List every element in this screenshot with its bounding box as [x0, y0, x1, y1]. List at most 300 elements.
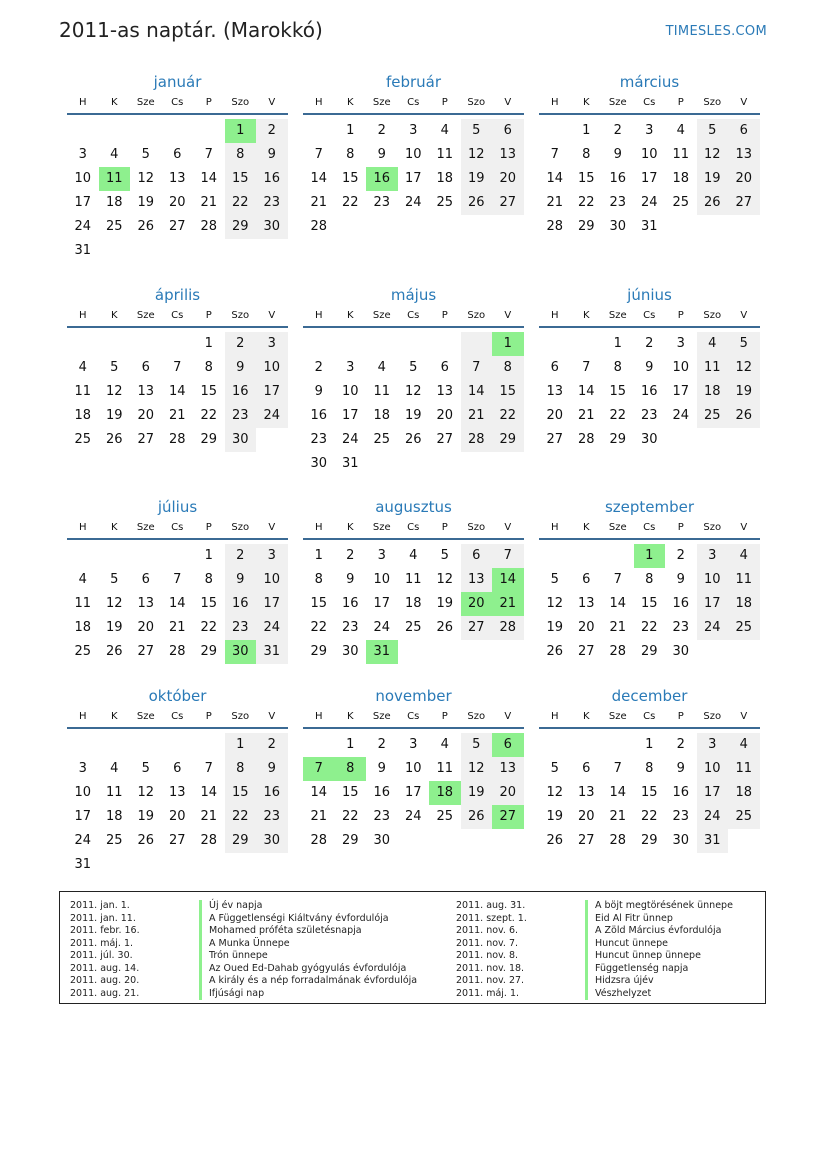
holiday-day: 1	[225, 119, 257, 143]
calendar-day: 18	[672, 171, 690, 186]
calendar-day: 3	[346, 360, 355, 375]
weekday-label: V	[504, 522, 512, 533]
calendar-day: 30	[373, 833, 391, 848]
calendar-day: 10	[256, 356, 288, 380]
weekday-header	[303, 707, 524, 729]
holiday-day: 7	[303, 757, 335, 781]
calendar-day: 1	[204, 336, 213, 351]
calendar-day: 5	[461, 733, 493, 757]
weekday-label: H	[78, 711, 87, 722]
calendar-day: 19	[461, 167, 493, 191]
calendar-day: 23	[373, 809, 391, 824]
weekday-label: Sze	[608, 310, 627, 321]
calendar-day: 12	[728, 356, 760, 380]
legend-holiday-name: Vészhelyzet	[585, 988, 651, 1001]
legend-date: 2011. júl. 30.	[70, 950, 133, 961]
weekday-label: Cs	[643, 711, 656, 722]
weekday-label: Cs	[407, 310, 420, 321]
calendar-day: 11	[436, 147, 454, 162]
calendar-day: 23	[341, 620, 359, 635]
calendar-day: 23	[256, 191, 288, 215]
holiday-day: 1	[492, 332, 524, 356]
calendar-day: 15	[200, 384, 218, 399]
calendar-day: 26	[461, 805, 493, 829]
calendar-day: 15	[341, 785, 359, 800]
calendar-day: 16	[672, 596, 690, 611]
weekday-label: Cs	[407, 522, 420, 533]
calendar-day: 19	[546, 620, 564, 635]
calendar-day: 16	[225, 380, 257, 404]
calendar-day: 13	[436, 384, 454, 399]
calendar-day: 1	[204, 548, 213, 563]
calendar-day: 12	[137, 785, 155, 800]
calendar-day: 22	[341, 809, 359, 824]
calendar-day: 18	[105, 809, 123, 824]
weekday-label: Szo	[703, 310, 722, 321]
calendar-day: 17	[256, 380, 288, 404]
calendar-day: 25	[728, 616, 760, 640]
calendar-day: 26	[728, 404, 760, 428]
legend-date: 2011. febr. 16.	[70, 925, 140, 936]
calendar-day: 28	[546, 219, 564, 234]
calendar-day: 27	[168, 219, 186, 234]
calendar-day: 12	[461, 757, 493, 781]
calendar-day: 24	[697, 805, 729, 829]
calendar-day: 19	[697, 167, 729, 191]
weekday-label: Szo	[467, 310, 486, 321]
calendar-day: 17	[697, 781, 729, 805]
calendar-day: 23	[310, 432, 328, 447]
calendar-day: 9	[314, 384, 323, 399]
calendar-day: 21	[200, 195, 218, 210]
calendar-day: 26	[461, 191, 493, 215]
calendar-day: 6	[173, 761, 182, 776]
weekday-header	[67, 707, 288, 729]
weekday-label: Sze	[608, 97, 627, 108]
weekday-label: Sze	[608, 711, 627, 722]
weekday-label: Szo	[467, 711, 486, 722]
calendar-day: 27	[168, 833, 186, 848]
calendar-day: 22	[310, 620, 328, 635]
weekday-header	[539, 93, 760, 115]
weekday-label: Szo	[231, 711, 250, 722]
calendar-day: 21	[168, 620, 186, 635]
calendar-day: 20	[577, 809, 595, 824]
calendar-day: 13	[577, 785, 595, 800]
calendar-day: 29	[640, 833, 658, 848]
holiday-day: 16	[366, 167, 398, 191]
calendar-day: 22	[200, 408, 218, 423]
calendar-day: 26	[546, 644, 564, 659]
calendar-day: 2	[613, 123, 622, 138]
calendar-day: 29	[341, 833, 359, 848]
calendar-day: 30	[310, 456, 328, 471]
calendar-day: 7	[492, 544, 524, 568]
legend-date: 2011. jan. 1.	[70, 900, 130, 911]
calendar-day: 9	[676, 572, 685, 587]
legend-holiday-name: A Zöld Március évfordulója	[585, 925, 721, 938]
calendar-day: 4	[78, 360, 87, 375]
calendar-day: 3	[697, 733, 729, 757]
legend-holiday-name: Mohamed próféta születésnapja	[199, 925, 362, 938]
weekday-label: P	[677, 711, 684, 722]
calendar-day: 30	[672, 644, 690, 659]
calendar-day: 20	[492, 781, 524, 805]
calendar-day: 27	[137, 432, 155, 447]
weekday-label: V	[268, 310, 276, 321]
holiday-day: 8	[335, 757, 367, 781]
calendar-day: 18	[105, 195, 123, 210]
calendar-day: 11	[728, 757, 760, 781]
calendar-day: 2	[676, 548, 685, 563]
calendar-day: 19	[137, 195, 155, 210]
calendar-day: 8	[225, 757, 257, 781]
calendar-day: 8	[204, 360, 213, 375]
weekday-label: V	[268, 522, 276, 533]
weekday-label: P	[205, 522, 212, 533]
calendar-day: 20	[168, 195, 186, 210]
calendar-day: 16	[640, 384, 658, 399]
weekday-label: K	[346, 522, 354, 533]
calendar-day: 11	[728, 568, 760, 592]
calendar-day: 6	[141, 572, 150, 587]
calendar-day: 12	[137, 171, 155, 186]
calendar-day: 20	[546, 408, 564, 423]
calendar-day: 9	[676, 761, 685, 776]
calendar-day: 10	[697, 757, 729, 781]
calendar-day: 27	[492, 191, 524, 215]
calendar-day: 2	[676, 737, 685, 752]
calendar-day: 24	[404, 195, 422, 210]
holiday-day: 27	[492, 805, 524, 829]
calendar-day: 1	[225, 733, 257, 757]
month-title: június	[627, 286, 672, 304]
weekday-label: H	[314, 711, 323, 722]
weekday-label: Szo	[231, 522, 250, 533]
calendar-day: 7	[204, 761, 213, 776]
calendar-day: 26	[697, 191, 729, 215]
weekday-label: K	[110, 522, 118, 533]
calendar-day: 17	[341, 408, 359, 423]
calendar-day: 2	[256, 119, 288, 143]
weekday-header	[539, 306, 760, 328]
calendar-day: 17	[404, 785, 422, 800]
calendar-day: 9	[645, 360, 654, 375]
month-november	[303, 685, 524, 848]
legend-holiday-name: A király és a nép forradalmának évfordulója	[199, 975, 417, 988]
weekday-label: H	[78, 522, 87, 533]
calendar-day: 23	[225, 404, 257, 428]
calendar-day: 24	[373, 620, 391, 635]
calendar-day: 30	[225, 428, 257, 452]
month-title: április	[154, 286, 201, 304]
calendar-day: 4	[728, 733, 760, 757]
calendar-day: 2	[256, 733, 288, 757]
weekday-label: P	[205, 310, 212, 321]
holiday-day: 21	[492, 592, 524, 616]
month-január	[67, 71, 288, 258]
weekday-label: Cs	[407, 711, 420, 722]
calendar-day: 20	[436, 408, 454, 423]
legend-holiday-name: Az Oued Ed-Dahab gyógyulás évfordulója	[199, 963, 406, 976]
calendar-day: 28	[310, 219, 328, 234]
calendar-day: 7	[461, 356, 493, 380]
calendar-day: 3	[697, 544, 729, 568]
calendar-day: 14	[310, 171, 328, 186]
brand-link[interactable]: TIMESLES.COM	[665, 24, 767, 39]
weekday-label: H	[550, 310, 559, 321]
calendar-day: 19	[404, 408, 422, 423]
calendar-day: 4	[728, 544, 760, 568]
calendar-day: 3	[256, 544, 288, 568]
weekday-label: H	[78, 310, 87, 321]
legend-date: 2011. aug. 14.	[70, 962, 140, 974]
calendar-day: 6	[582, 761, 591, 776]
calendar-day: 1	[314, 548, 323, 563]
weekday-label: H	[550, 711, 559, 722]
holiday-day: 30	[225, 640, 257, 664]
calendar-day: 8	[314, 572, 323, 587]
calendar-day: 21	[200, 809, 218, 824]
calendar-day: 17	[697, 592, 729, 616]
calendar-day: 14	[546, 171, 564, 186]
calendar-day: 11	[672, 147, 690, 162]
calendar-day: 20	[137, 620, 155, 635]
calendar-day: 26	[105, 432, 123, 447]
calendar-day: 13	[728, 143, 760, 167]
calendar-day: 13	[168, 171, 186, 186]
calendar-day: 13	[137, 384, 155, 399]
weekday-label: Cs	[171, 97, 184, 108]
month-június	[539, 284, 760, 447]
calendar-day: 30	[609, 219, 627, 234]
legend-holiday-name: Trón ünnepe	[199, 950, 268, 963]
calendar-day: 13	[546, 384, 564, 399]
calendar-day: 22	[640, 620, 658, 635]
calendar-day: 16	[373, 785, 391, 800]
calendar-day: 2	[645, 336, 654, 351]
calendar-day: 1	[346, 123, 355, 138]
calendar-day: 3	[645, 123, 654, 138]
calendar-day: 31	[74, 857, 92, 872]
calendar-day: 8	[645, 761, 654, 776]
calendar-day: 22	[225, 805, 257, 829]
calendar-day: 17	[256, 592, 288, 616]
calendar-day: 7	[173, 360, 182, 375]
legend-holiday-name: Hidzsra újév	[585, 975, 654, 988]
calendar-day: 13	[492, 143, 524, 167]
calendar-day: 24	[672, 408, 690, 423]
weekday-label: Cs	[171, 522, 184, 533]
calendar-day: 9	[346, 572, 355, 587]
calendar-day: 12	[546, 596, 564, 611]
calendar-day: 4	[409, 548, 418, 563]
calendar-day: 6	[461, 544, 493, 568]
calendar-day: 9	[225, 356, 257, 380]
calendar-day: 13	[137, 596, 155, 611]
calendar-day: 23	[672, 620, 690, 635]
calendar-day: 4	[110, 761, 119, 776]
calendar-day: 29	[640, 644, 658, 659]
calendar-day: 5	[697, 119, 729, 143]
weekday-label: H	[314, 97, 323, 108]
weekday-label: Sze	[372, 711, 391, 722]
calendar-day: 29	[310, 644, 328, 659]
legend-holiday-name: Huncut ünnep ünnepe	[585, 950, 701, 963]
calendar-day: 11	[436, 761, 454, 776]
calendar-day: 14	[168, 596, 186, 611]
calendar-day: 21	[310, 809, 328, 824]
calendar-day: 10	[672, 360, 690, 375]
calendar-day: 19	[546, 809, 564, 824]
calendar-day: 10	[74, 785, 92, 800]
month-title: március	[619, 73, 680, 91]
calendar-day: 26	[404, 432, 422, 447]
weekday-label: K	[582, 97, 590, 108]
month-title: július	[157, 498, 198, 516]
legend-holiday-name: Ifjúsági nap	[199, 988, 264, 1001]
calendar-day: 16	[256, 167, 288, 191]
calendar-day: 18	[404, 596, 422, 611]
calendar-day: 29	[609, 432, 627, 447]
calendar-day: 25	[697, 404, 729, 428]
calendar-day: 4	[78, 572, 87, 587]
calendar-day: 28	[609, 833, 627, 848]
calendar-day: 5	[550, 761, 559, 776]
weekday-label: Cs	[171, 310, 184, 321]
calendar-day: 2	[225, 332, 257, 356]
calendar-day: 10	[341, 384, 359, 399]
calendar-day: 21	[546, 195, 564, 210]
calendar-day: 9	[256, 143, 288, 167]
weekday-label: K	[582, 522, 590, 533]
weekday-label: K	[110, 97, 118, 108]
calendar-day: 28	[200, 833, 218, 848]
calendar-day: 25	[728, 805, 760, 829]
calendar-day: 2	[346, 548, 355, 563]
calendar-day: 11	[373, 384, 391, 399]
legend-date: 2011. nov. 18.	[456, 962, 525, 974]
calendar-day: 27	[577, 644, 595, 659]
weekend-blank	[461, 332, 493, 356]
holiday-day: 20	[461, 592, 493, 616]
calendar-day: 28	[492, 616, 524, 640]
legend-date: 2011. nov. 6.	[456, 925, 519, 936]
calendar-day: 27	[546, 432, 564, 447]
weekday-label: Szo	[231, 97, 250, 108]
weekday-label: Sze	[372, 522, 391, 533]
weekday-label: K	[582, 310, 590, 321]
calendar-day: 29	[225, 829, 257, 853]
calendar-day: 12	[105, 596, 123, 611]
calendar-day: 15	[492, 380, 524, 404]
weekday-label: P	[441, 522, 448, 533]
calendar-day: 8	[346, 147, 355, 162]
weekday-label: Cs	[171, 711, 184, 722]
month-title: október	[148, 687, 207, 705]
weekday-label: Szo	[467, 97, 486, 108]
calendar-day: 31	[341, 456, 359, 471]
calendar-day: 12	[105, 384, 123, 399]
calendar-day: 5	[728, 332, 760, 356]
legend-holiday-name: A böjt megtörésének ünnepe	[585, 900, 733, 913]
weekday-label: K	[110, 310, 118, 321]
calendar-day: 14	[577, 384, 595, 399]
calendar-day: 10	[74, 171, 92, 186]
calendar-day: 23	[225, 616, 257, 640]
weekday-header	[539, 518, 760, 540]
month-február	[303, 71, 524, 234]
calendar-day: 16	[672, 785, 690, 800]
calendar-day: 29	[200, 644, 218, 659]
legend-holiday-name: A Függetlenségi Kiáltvány évfordulója	[199, 913, 389, 926]
calendar-day: 23	[640, 408, 658, 423]
calendar-day: 8	[582, 147, 591, 162]
calendar-day: 11	[74, 384, 92, 399]
calendar-day: 3	[377, 548, 386, 563]
weekday-label: Sze	[136, 711, 155, 722]
calendar-day: 18	[728, 592, 760, 616]
legend-holiday-name: Új év napja	[199, 900, 262, 913]
calendar-day: 6	[173, 147, 182, 162]
calendar-day: 21	[577, 408, 595, 423]
calendar-day: 12	[404, 384, 422, 399]
calendar-day: 5	[141, 761, 150, 776]
calendar-day: 10	[640, 147, 658, 162]
calendar-day: 29	[225, 215, 257, 239]
calendar-day: 17	[373, 596, 391, 611]
calendar-day: 20	[577, 620, 595, 635]
calendar-day: 10	[373, 572, 391, 587]
calendar-day: 22	[492, 404, 524, 428]
weekday-label: Sze	[372, 310, 391, 321]
calendar-day: 26	[105, 644, 123, 659]
calendar-day: 29	[200, 432, 218, 447]
calendar-day: 6	[141, 360, 150, 375]
calendar-day: 15	[609, 384, 627, 399]
month-title: augusztus	[375, 498, 452, 516]
calendar-day: 2	[314, 360, 323, 375]
calendar-day: 16	[341, 596, 359, 611]
calendar-day: 25	[74, 432, 92, 447]
calendar-day: 28	[609, 644, 627, 659]
month-július	[67, 496, 288, 659]
calendar-day: 28	[461, 428, 493, 452]
weekday-label: Szo	[703, 522, 722, 533]
calendar-day: 3	[409, 123, 418, 138]
calendar-day: 19	[728, 380, 760, 404]
calendar-day: 19	[137, 809, 155, 824]
calendar-day: 15	[225, 167, 257, 191]
month-október	[67, 685, 288, 872]
weekday-header	[67, 306, 288, 328]
weekday-label: P	[205, 97, 212, 108]
calendar-day: 5	[440, 548, 449, 563]
legend-holiday-name: Eid Al Fitr ünnep	[585, 913, 673, 926]
calendar-day: 7	[613, 572, 622, 587]
weekday-label: H	[550, 97, 559, 108]
legend-date: 2011. nov. 8.	[456, 950, 519, 961]
calendar-day: 10	[404, 147, 422, 162]
calendar-day: 31	[640, 219, 658, 234]
calendar-day: 31	[74, 243, 92, 258]
month-szeptember	[539, 496, 760, 659]
calendar-day: 20	[137, 408, 155, 423]
calendar-day: 6	[440, 360, 449, 375]
weekday-label: V	[268, 97, 276, 108]
calendar-day: 20	[728, 167, 760, 191]
calendar-day: 15	[341, 171, 359, 186]
